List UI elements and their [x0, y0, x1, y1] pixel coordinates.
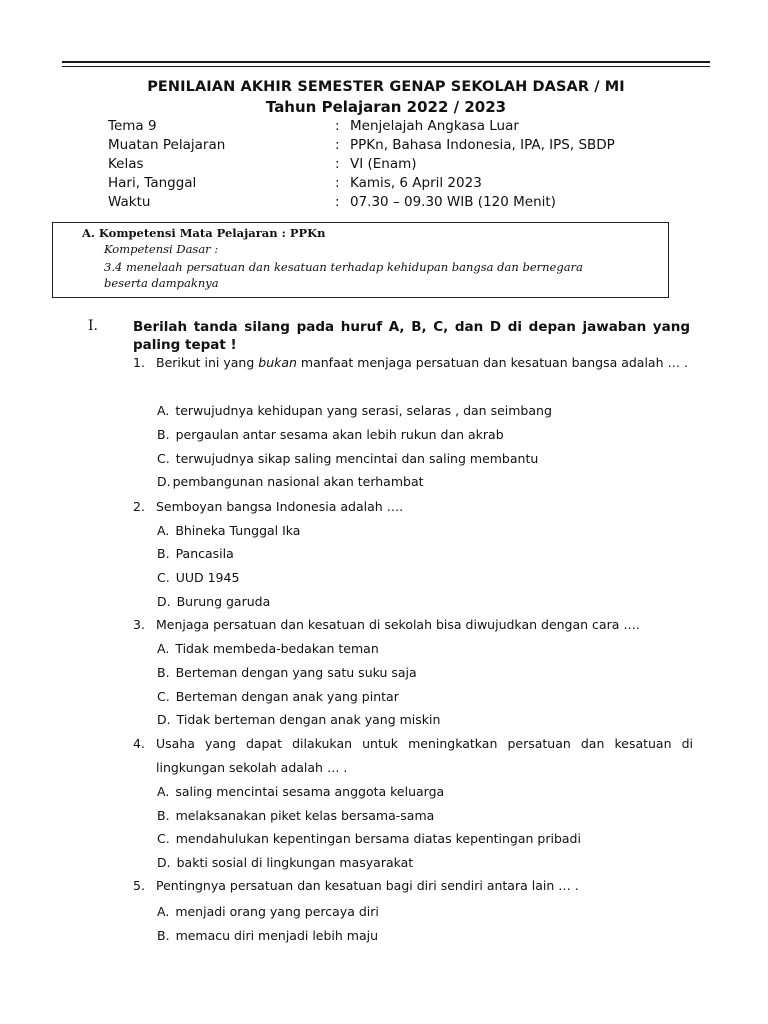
option-text: Burung garuda: [176, 594, 271, 609]
option-letter: D.: [157, 474, 171, 489]
option-text: Bhineka Tunggal Ika: [175, 523, 301, 538]
option-1b[interactable]: [157, 426, 504, 444]
option-letter: C.: [157, 831, 170, 846]
question-text: Semboyan bangsa Indonesia adalah ….: [156, 499, 404, 514]
option-letter: C.: [157, 689, 170, 704]
question-number: 3.: [133, 617, 145, 632]
option-letter: D.: [157, 855, 171, 870]
question-text: Pentingnya persatuan dan kesatuan bagi diri sendiri antara lain … .: [156, 878, 579, 893]
option-text: saling mencintai sesama anggota keluarga: [175, 784, 445, 799]
option-text: Berteman dengan anak yang pintar: [175, 689, 399, 704]
option-2b[interactable]: [157, 545, 234, 563]
info-label: Hari, Tanggal: [108, 175, 197, 191]
option-1a[interactable]: [157, 402, 552, 420]
academic-year: Tahun Pelajaran 2022 / 2023: [265, 98, 507, 116]
question-number: 5.: [133, 878, 145, 893]
info-value: PPKn, Bahasa Indonesia, IPA, IPS, SBDP: [350, 137, 615, 153]
info-colon: :: [335, 156, 340, 172]
option-text: pembangunan nasional akan terhambat: [172, 474, 424, 489]
info-value: VI (Enam): [350, 156, 417, 172]
kompetensi-dasar-text-cont: beserta dampaknya: [104, 276, 219, 290]
section-instruction: Berilah tanda silang pada huruf A, B, C, dan D di depan jawaban yang paling tepat !: [133, 319, 690, 353]
option-4a[interactable]: [157, 783, 444, 801]
option-3a[interactable]: [157, 640, 379, 658]
exam-title: PENILAIAN AKHIR SEMESTER GENAP SEKOLAH DASAR / MI: [147, 79, 625, 95]
info-colon: :: [335, 175, 340, 191]
option-letter: B.: [157, 427, 170, 442]
option-1d[interactable]: [157, 473, 424, 491]
option-text: terwujudnya sikap saling mencintai dan saling membantu: [175, 451, 539, 466]
option-3c[interactable]: [157, 688, 399, 706]
option-letter: D.: [157, 712, 171, 727]
info-colon: :: [335, 137, 340, 153]
option-3b[interactable]: [157, 664, 417, 682]
info-label: Waktu: [108, 194, 151, 210]
info-colon: :: [335, 118, 340, 134]
option-text: Tidak membeda-bedakan teman: [175, 641, 379, 656]
question-number: 1.: [133, 355, 145, 370]
option-text: terwujudnya kehidupan yang serasi, selaras , dan seimbang: [175, 403, 552, 418]
question-text-emphasis: bukan: [258, 355, 297, 370]
option-letter: B.: [157, 808, 170, 823]
option-text: pergaulan antar sesama akan lebih rukun dan akrab: [175, 427, 504, 442]
option-4d[interactable]: [157, 854, 413, 872]
option-4b[interactable]: [157, 807, 434, 825]
option-text: Berteman dengan yang satu suku saja: [175, 665, 417, 680]
info-colon: :: [335, 194, 340, 210]
kompetensi-heading: A. Kompetensi Mata Pelajaran : PPKn: [82, 226, 326, 240]
option-letter: C.: [157, 570, 170, 585]
question-text-part: Berikut ini yang: [156, 355, 259, 370]
option-2a[interactable]: [157, 522, 300, 540]
option-text: bakti sosial di lingkungan masyarakat: [176, 855, 414, 870]
header-rule-thick: [62, 61, 710, 63]
option-5b[interactable]: [157, 927, 378, 945]
info-value: Menjelajah Angkasa Luar: [350, 118, 519, 134]
info-label: Kelas: [108, 156, 144, 172]
option-3d[interactable]: [157, 711, 440, 729]
option-2d[interactable]: [157, 593, 270, 611]
option-text: Pancasila: [175, 546, 234, 561]
option-text: melaksanakan piket kelas bersama-sama: [175, 808, 435, 823]
option-5a[interactable]: [157, 903, 379, 921]
option-text: mendahulukan kepentingan bersama diatas kepentingan pribadi: [175, 831, 581, 846]
option-letter: D.: [157, 594, 171, 609]
option-letter: A.: [157, 523, 170, 538]
header-rule-thin: [62, 66, 710, 67]
info-label: Muatan Pelajaran: [108, 137, 226, 153]
question-number: 2.: [133, 499, 145, 514]
option-text: menjadi orang yang percaya diri: [175, 904, 379, 919]
question-text: Usaha yang dapat dilakukan untuk meningkatkan persatuan dan kesatuan di lingkungan sekolah adalah … .: [156, 736, 693, 775]
question-text-part: manfaat menjaga persatuan dan kesatuan bangsa adalah … .: [296, 355, 688, 370]
option-text: UUD 1945: [175, 570, 240, 585]
option-letter: B.: [157, 665, 170, 680]
option-letter: A.: [157, 641, 170, 656]
kompetensi-dasar-label: Kompetensi Dasar :: [104, 242, 219, 256]
section-number: I.: [88, 318, 98, 334]
info-value: Kamis, 6 April 2023: [350, 175, 482, 191]
option-2c[interactable]: [157, 569, 239, 587]
kompetensi-box: [52, 222, 669, 298]
option-text: memacu diri menjadi lebih maju: [175, 928, 379, 943]
question-text: Menjaga persatuan dan kesatuan di sekolah bisa diwujudkan dengan cara ….: [156, 617, 640, 632]
question-number: 4.: [133, 736, 145, 751]
option-letter: B.: [157, 546, 170, 561]
option-letter: A.: [157, 784, 170, 799]
option-letter: C.: [157, 451, 170, 466]
option-4c[interactable]: [157, 830, 581, 848]
option-letter: A.: [157, 904, 170, 919]
kompetensi-dasar-text: 3.4 menelaah persatuan dan kesatuan terhadap kehidupan bangsa dan bernegara: [104, 260, 583, 274]
info-label: Tema 9: [108, 118, 157, 134]
info-value: 07.30 – 09.30 WIB (120 Menit): [350, 194, 556, 210]
option-letter: A.: [157, 403, 170, 418]
question-text: [156, 351, 693, 375]
option-letter: B.: [157, 928, 170, 943]
option-1c[interactable]: [157, 450, 538, 468]
option-text: Tidak berteman dengan anak yang miskin: [176, 712, 441, 727]
